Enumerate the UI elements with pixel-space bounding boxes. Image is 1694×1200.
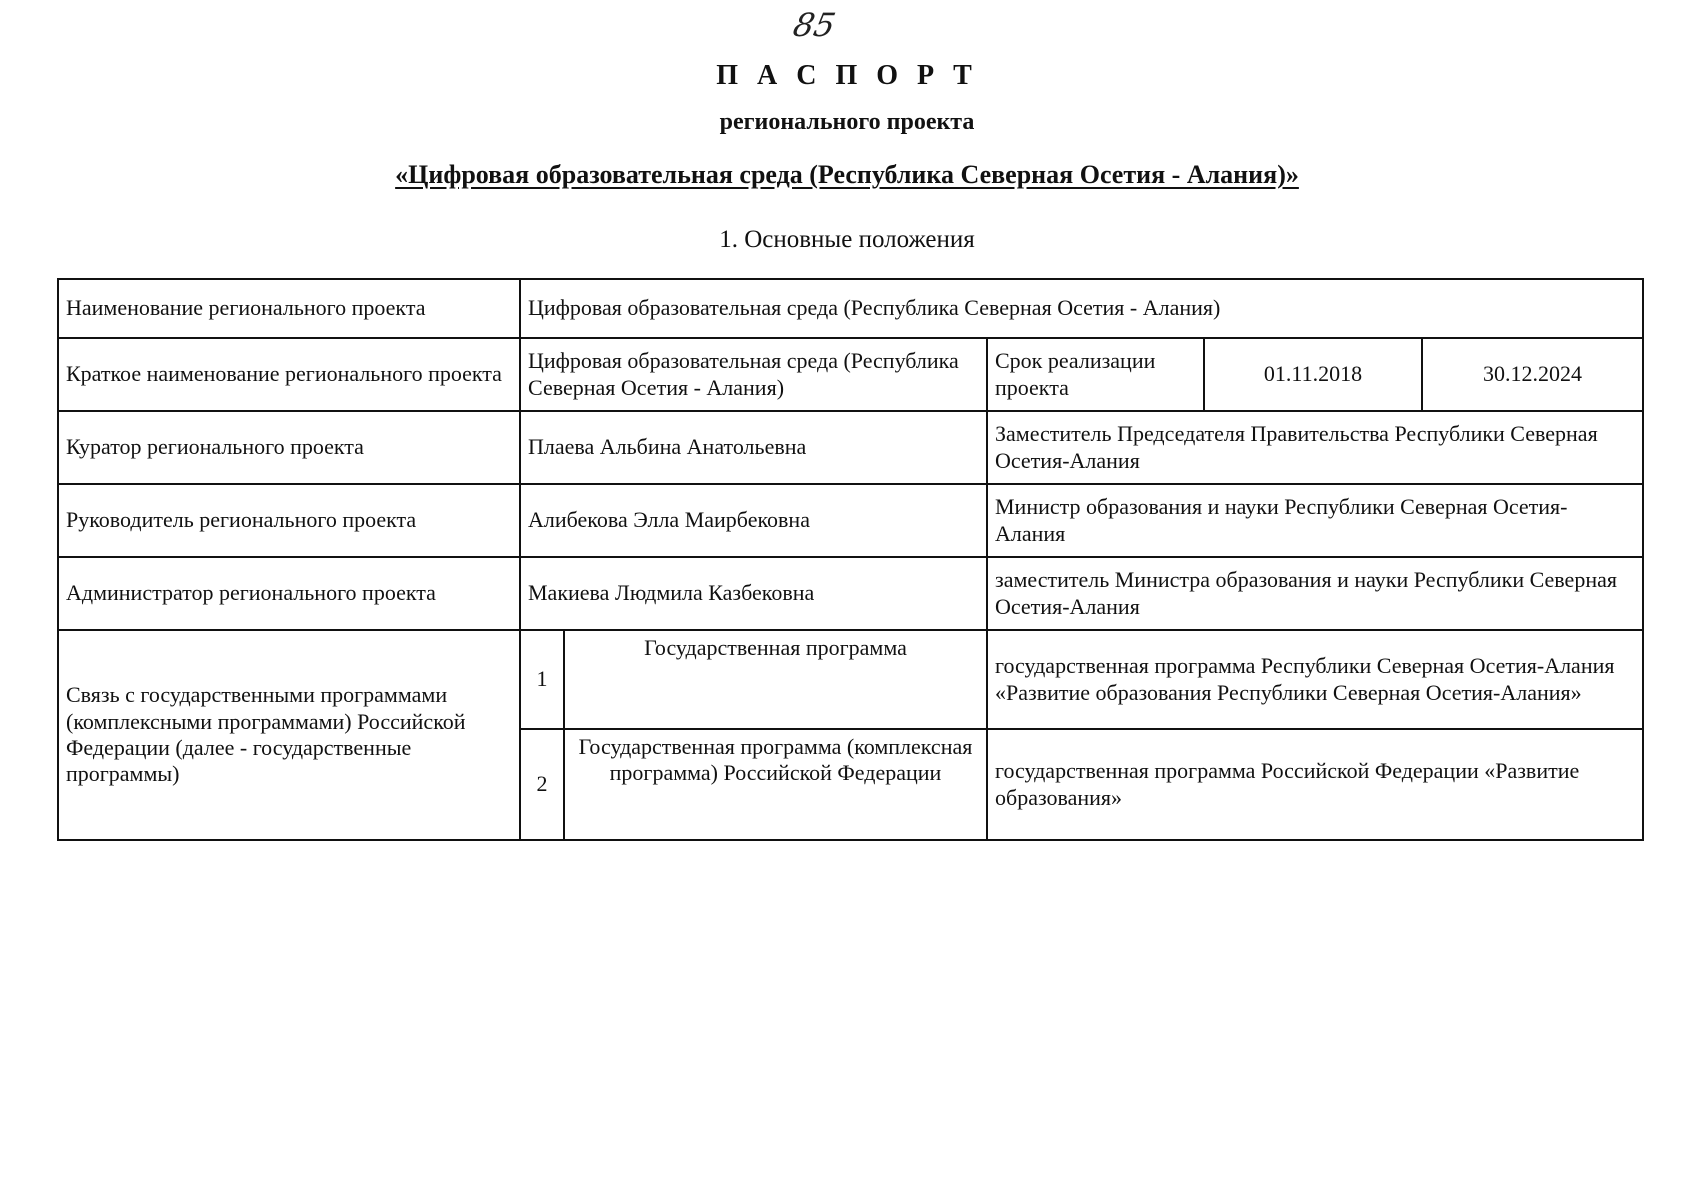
curator-name: Плаева Альбина Анатольевна bbox=[520, 411, 987, 484]
head-label: Руководитель регионального проекта bbox=[58, 484, 520, 557]
short-name-value: Цифровая образовательная среда (Республика Северная Осетия - Алания) bbox=[520, 338, 987, 411]
table-row bbox=[58, 484, 1643, 557]
table-row bbox=[58, 279, 1643, 338]
program-number: 1 bbox=[520, 630, 564, 729]
table-row bbox=[58, 411, 1643, 484]
program-name: государственная программа Республики Северная Осетия-Алания «Развитие образования Республики Северная Осетия-Алания» bbox=[987, 630, 1643, 729]
page-number: 85 bbox=[789, 6, 839, 44]
head-position: Министр образования и науки Республики Северная Осетия-Алания bbox=[987, 484, 1643, 557]
admin-label: Администратор регионального проекта bbox=[58, 557, 520, 630]
document-title: П А С П О Р Т bbox=[716, 60, 978, 91]
table-row bbox=[58, 557, 1643, 630]
passport-table bbox=[57, 278, 1644, 841]
project-title: «Цифровая образовательная среда (Республика Северная Осетия - Алания)» bbox=[395, 160, 1299, 189]
program-type: Государственная программа bbox=[564, 630, 987, 729]
program-name: государственная программа Российской Федерации «Развитие образования» bbox=[987, 729, 1643, 840]
admin-position: заместитель Министра образования и науки Республики Северная Осетия-Алания bbox=[987, 557, 1643, 630]
program-number: 2 bbox=[520, 729, 564, 840]
end-date: 30.12.2024 bbox=[1422, 338, 1643, 411]
section-title: 1. Основные положения bbox=[719, 226, 975, 253]
name-value: Цифровая образовательная среда (Республика Северная Осетия - Алания) bbox=[520, 279, 1643, 338]
document-subtitle: регионального проекта bbox=[719, 109, 975, 135]
program-type: Государственная программа (комплексная программа) Российской Федерации bbox=[564, 729, 987, 840]
short-name-label: Краткое наименование регионального проекта bbox=[58, 338, 520, 411]
start-date: 01.11.2018 bbox=[1204, 338, 1422, 411]
table-row bbox=[58, 630, 1643, 729]
term-label: Срок реализации проекта bbox=[987, 338, 1204, 411]
curator-label: Куратор регионального проекта bbox=[58, 411, 520, 484]
admin-name: Макиева Людмила Казбековна bbox=[520, 557, 987, 630]
name-label: Наименование регионального проекта bbox=[58, 279, 520, 338]
table-row bbox=[58, 338, 1643, 411]
head-name: Алибекова Элла Маирбековна bbox=[520, 484, 987, 557]
curator-position: Заместитель Председателя Правительства Республики Северная Осетия-Алания bbox=[987, 411, 1643, 484]
program-link-label: Связь с государственными программами (комплексными программами) Российской Федерации (далее - государственные программы) bbox=[58, 630, 520, 840]
